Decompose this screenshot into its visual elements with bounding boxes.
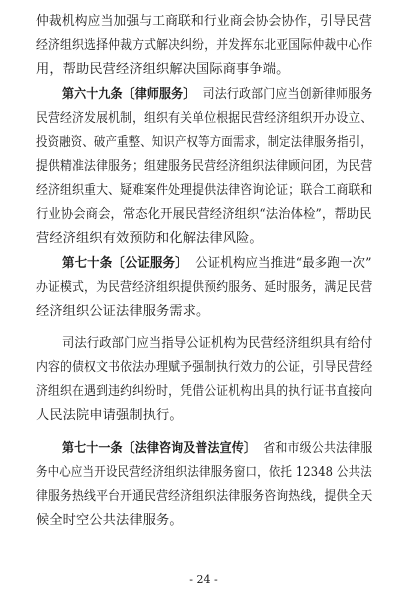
text: 投资融资、破产重整、知识产权等方面需求，制定法律服务指引， [36,135,372,150]
paragraph-line [36,207,372,223]
text: 务中心应当开设民营经济组织法律服务窗口，依托 12348 公共法 [36,465,372,480]
paragraph-line [36,231,263,247]
text: 民营经济发展机制，组织有关单位根据民营经济组织开办设立、 [36,111,373,126]
text: 用，帮助民营经济组织解决国际商事争端。 [36,62,290,77]
text: 司法行政部门应当指导公证机构为民营经济组织具有给付 [62,336,373,351]
paragraph-line [36,38,372,54]
article-tag: 〔公证服务〕 [112,256,188,271]
text: 办证模式，为民营经济组织提供预约服务、延时服务，满足民营 [36,280,373,295]
text: 内容的债权文书依法办理赋予强制执行效力的公证，引导民营经 [36,360,373,375]
text: 经济组织选择仲裁方式解决纠纷，并发挥东北亚国际仲裁中心作 [36,38,373,53]
paragraph-line [36,135,372,151]
paragraph-line [36,465,372,481]
article-number: 第七十条 [62,256,113,271]
text: 提供精准法律服务；组建服务民营经济组织法律顾问团，为民营 [36,159,373,174]
text: 人民法院申请强制执行。 [36,408,183,423]
text: 营经济组织有效预防和化解法律风险。 [36,231,263,246]
paragraph-line [36,62,289,78]
paragraph-line [36,513,183,529]
article-69-heading-line [62,87,372,103]
paragraph-line [36,489,372,505]
paragraph-line [36,111,372,127]
paragraph-line [36,14,372,30]
text: 候全时空公共法律服务。 [36,513,183,528]
text: 经济组织重大、疑难案件处理提供法律咨询论证；联合工商联和 [36,183,373,198]
text: 律服务热线平台开通民营经济组织法律服务咨询热线，提供全天 [36,489,373,504]
page-number: - 24 - [189,573,218,586]
paragraph-line [36,304,209,320]
text: 济组织在遇到违约纠纷时，凭借公证机构出具的执行证书直接向 [36,384,373,399]
text: 行业协会商会，常态化开展民营经济组织“法治体检”，帮助民 [36,207,372,222]
text: 司法行政部门应当创新律师服务 [202,87,373,102]
article-number: 第七十一条 [62,441,123,456]
text: 经济组织公证法律服务需求。 [36,304,210,319]
paragraph-line [36,183,372,199]
article-70-heading-line [62,256,372,272]
paragraph-line [36,280,372,296]
paragraph-line [36,360,372,376]
text: 省和市级公共法律服 [263,441,373,456]
paragraph-line [62,336,372,352]
paragraph-line [36,408,183,424]
text: 仲裁机构应当加强与工商联和行业商会协会协作，引导民营 [36,14,372,29]
article-tag: 〔法律咨询及普法宣传〕 [122,441,257,456]
paragraph-line [36,159,372,175]
article-number: 第六十九条 [62,87,123,102]
article-tag: 〔律师服务〕 [122,87,196,102]
article-71-heading-line [62,441,372,457]
text: 公证机构应当推进“最多跑一次” [195,256,372,271]
paragraph-line [36,384,372,400]
